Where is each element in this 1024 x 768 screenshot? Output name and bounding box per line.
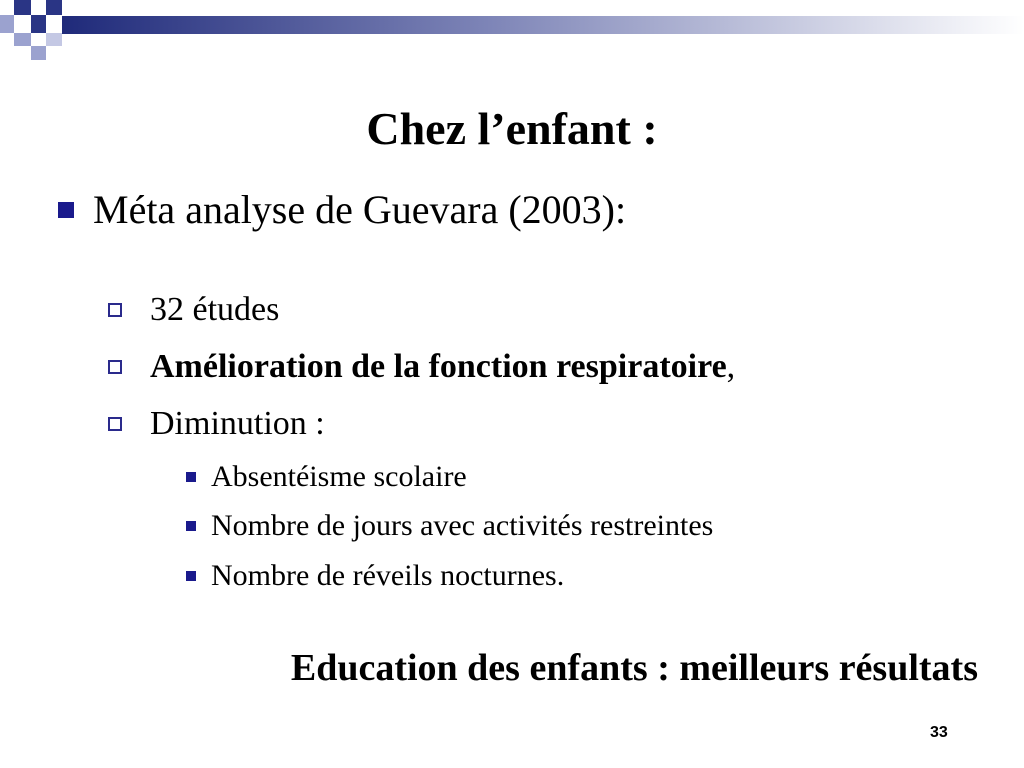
sub-sub-item-text: Nombre de jours avec activités restreintes — [211, 509, 714, 542]
sub-sub-item-absenteeism — [186, 457, 467, 497]
header-decoration — [0, 0, 1024, 60]
sub-item-suffix: , — [726, 348, 736, 385]
small-square-bullet-icon — [186, 521, 196, 531]
sub-item-studies — [108, 288, 279, 332]
sub-item-text: 32 études — [150, 291, 280, 328]
sub-sub-item-text: Absentéisme scolaire — [211, 460, 467, 493]
sub-sub-item-restricted-days — [186, 506, 713, 546]
sub-sub-item-text: Nombre de réveils nocturnes. — [211, 559, 565, 592]
small-square-bullet-icon — [186, 472, 196, 482]
sub-item-text: Amélioration de la fonction respiratoire — [150, 348, 727, 385]
conclusion-text: Education des enfants : meilleurs résultats — [290, 647, 978, 689]
hollow-square-bullet-icon — [108, 417, 122, 431]
sub-item-respiratory — [108, 345, 735, 389]
page-number: 33 — [930, 724, 948, 741]
hollow-square-bullet-icon — [108, 360, 122, 374]
sub-item-reduction — [108, 402, 325, 446]
square-bullet-icon — [58, 202, 74, 218]
slide-title: Chez l’enfant : — [366, 103, 658, 154]
hollow-square-bullet-icon — [108, 303, 122, 317]
sub-sub-item-night-awakenings — [186, 556, 564, 596]
main-bullet — [58, 184, 626, 236]
sub-item-text: Diminution : — [150, 405, 325, 442]
small-square-bullet-icon — [186, 571, 196, 581]
main-bullet-text: Méta analyse de Guevara (2003): — [93, 187, 627, 232]
